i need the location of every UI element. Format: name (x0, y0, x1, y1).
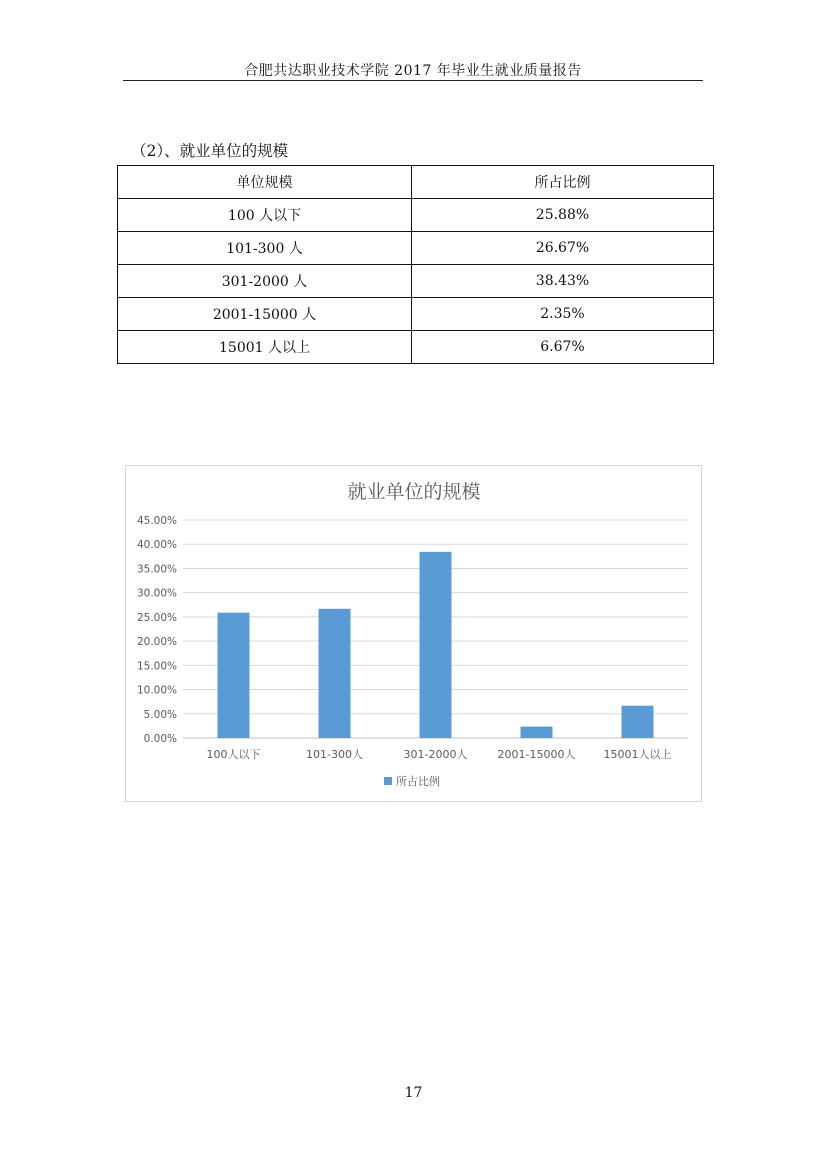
table-row (118, 298, 714, 331)
label-layer (137, 515, 672, 761)
y-tick-label: 10.00% (136, 684, 177, 697)
x-tick-label: 2001-15000人 (497, 748, 576, 761)
legend-swatch (384, 777, 392, 785)
legend (384, 774, 440, 788)
y-tick-label: 25.00% (136, 611, 177, 624)
table-cell: 2.35% (412, 298, 714, 331)
legend-label: 所占比例 (396, 775, 440, 788)
table-header-cell: 单位规模 (118, 166, 412, 199)
section-title: （2）、就业单位的规模 (131, 142, 289, 160)
running-header: 合肥共达职业技术学院 2017 年毕业生就业质量报告 (244, 63, 582, 79)
table-cell: 25.88% (412, 199, 714, 232)
y-tick-label: 5.00% (143, 708, 177, 721)
header-rule (123, 80, 703, 81)
x-tick-label: 100人以下 (206, 748, 261, 761)
y-tick-label: 40.00% (136, 539, 177, 552)
table-cell: 26.67% (412, 232, 714, 265)
scale-table (117, 165, 714, 364)
table-cell: 101-300 人 (118, 232, 412, 265)
y-tick-label: 45.00% (136, 515, 177, 527)
table-cell: 6.67% (412, 331, 714, 364)
bar-layer (218, 552, 654, 738)
x-tick-label: 15001人以上 (603, 748, 672, 761)
chart-title: 就业单位的规模 (347, 481, 481, 503)
table-cell: 100 人以下 (118, 199, 412, 232)
x-tick-label: 301-2000人 (403, 748, 468, 761)
table-row (118, 232, 714, 265)
y-tick-label: 15.00% (136, 660, 177, 673)
y-tick-label: 30.00% (136, 587, 177, 600)
table-row (118, 331, 714, 364)
table-header-row (118, 166, 714, 199)
table-row (118, 265, 714, 298)
bar (319, 609, 351, 738)
bar (622, 706, 654, 738)
y-tick-label: 20.00% (136, 636, 177, 649)
y-tick-label: 35.00% (136, 563, 177, 576)
table-cell: 15001 人以上 (118, 331, 412, 364)
y-tick-label: 0.00% (143, 733, 177, 745)
page-number: 17 (404, 1085, 423, 1101)
table-cell: 2001-15000 人 (118, 298, 412, 331)
bar (521, 727, 553, 738)
table-cell: 301-2000 人 (118, 265, 412, 298)
table-row (118, 199, 714, 232)
bar-chart (126, 466, 703, 803)
bar (218, 613, 250, 738)
chart-frame (125, 465, 702, 802)
table-cell: 38.43% (412, 265, 714, 298)
table-header-cell: 所占比例 (412, 166, 714, 199)
x-tick-label: 101-300人 (306, 748, 363, 761)
bar (420, 552, 452, 738)
